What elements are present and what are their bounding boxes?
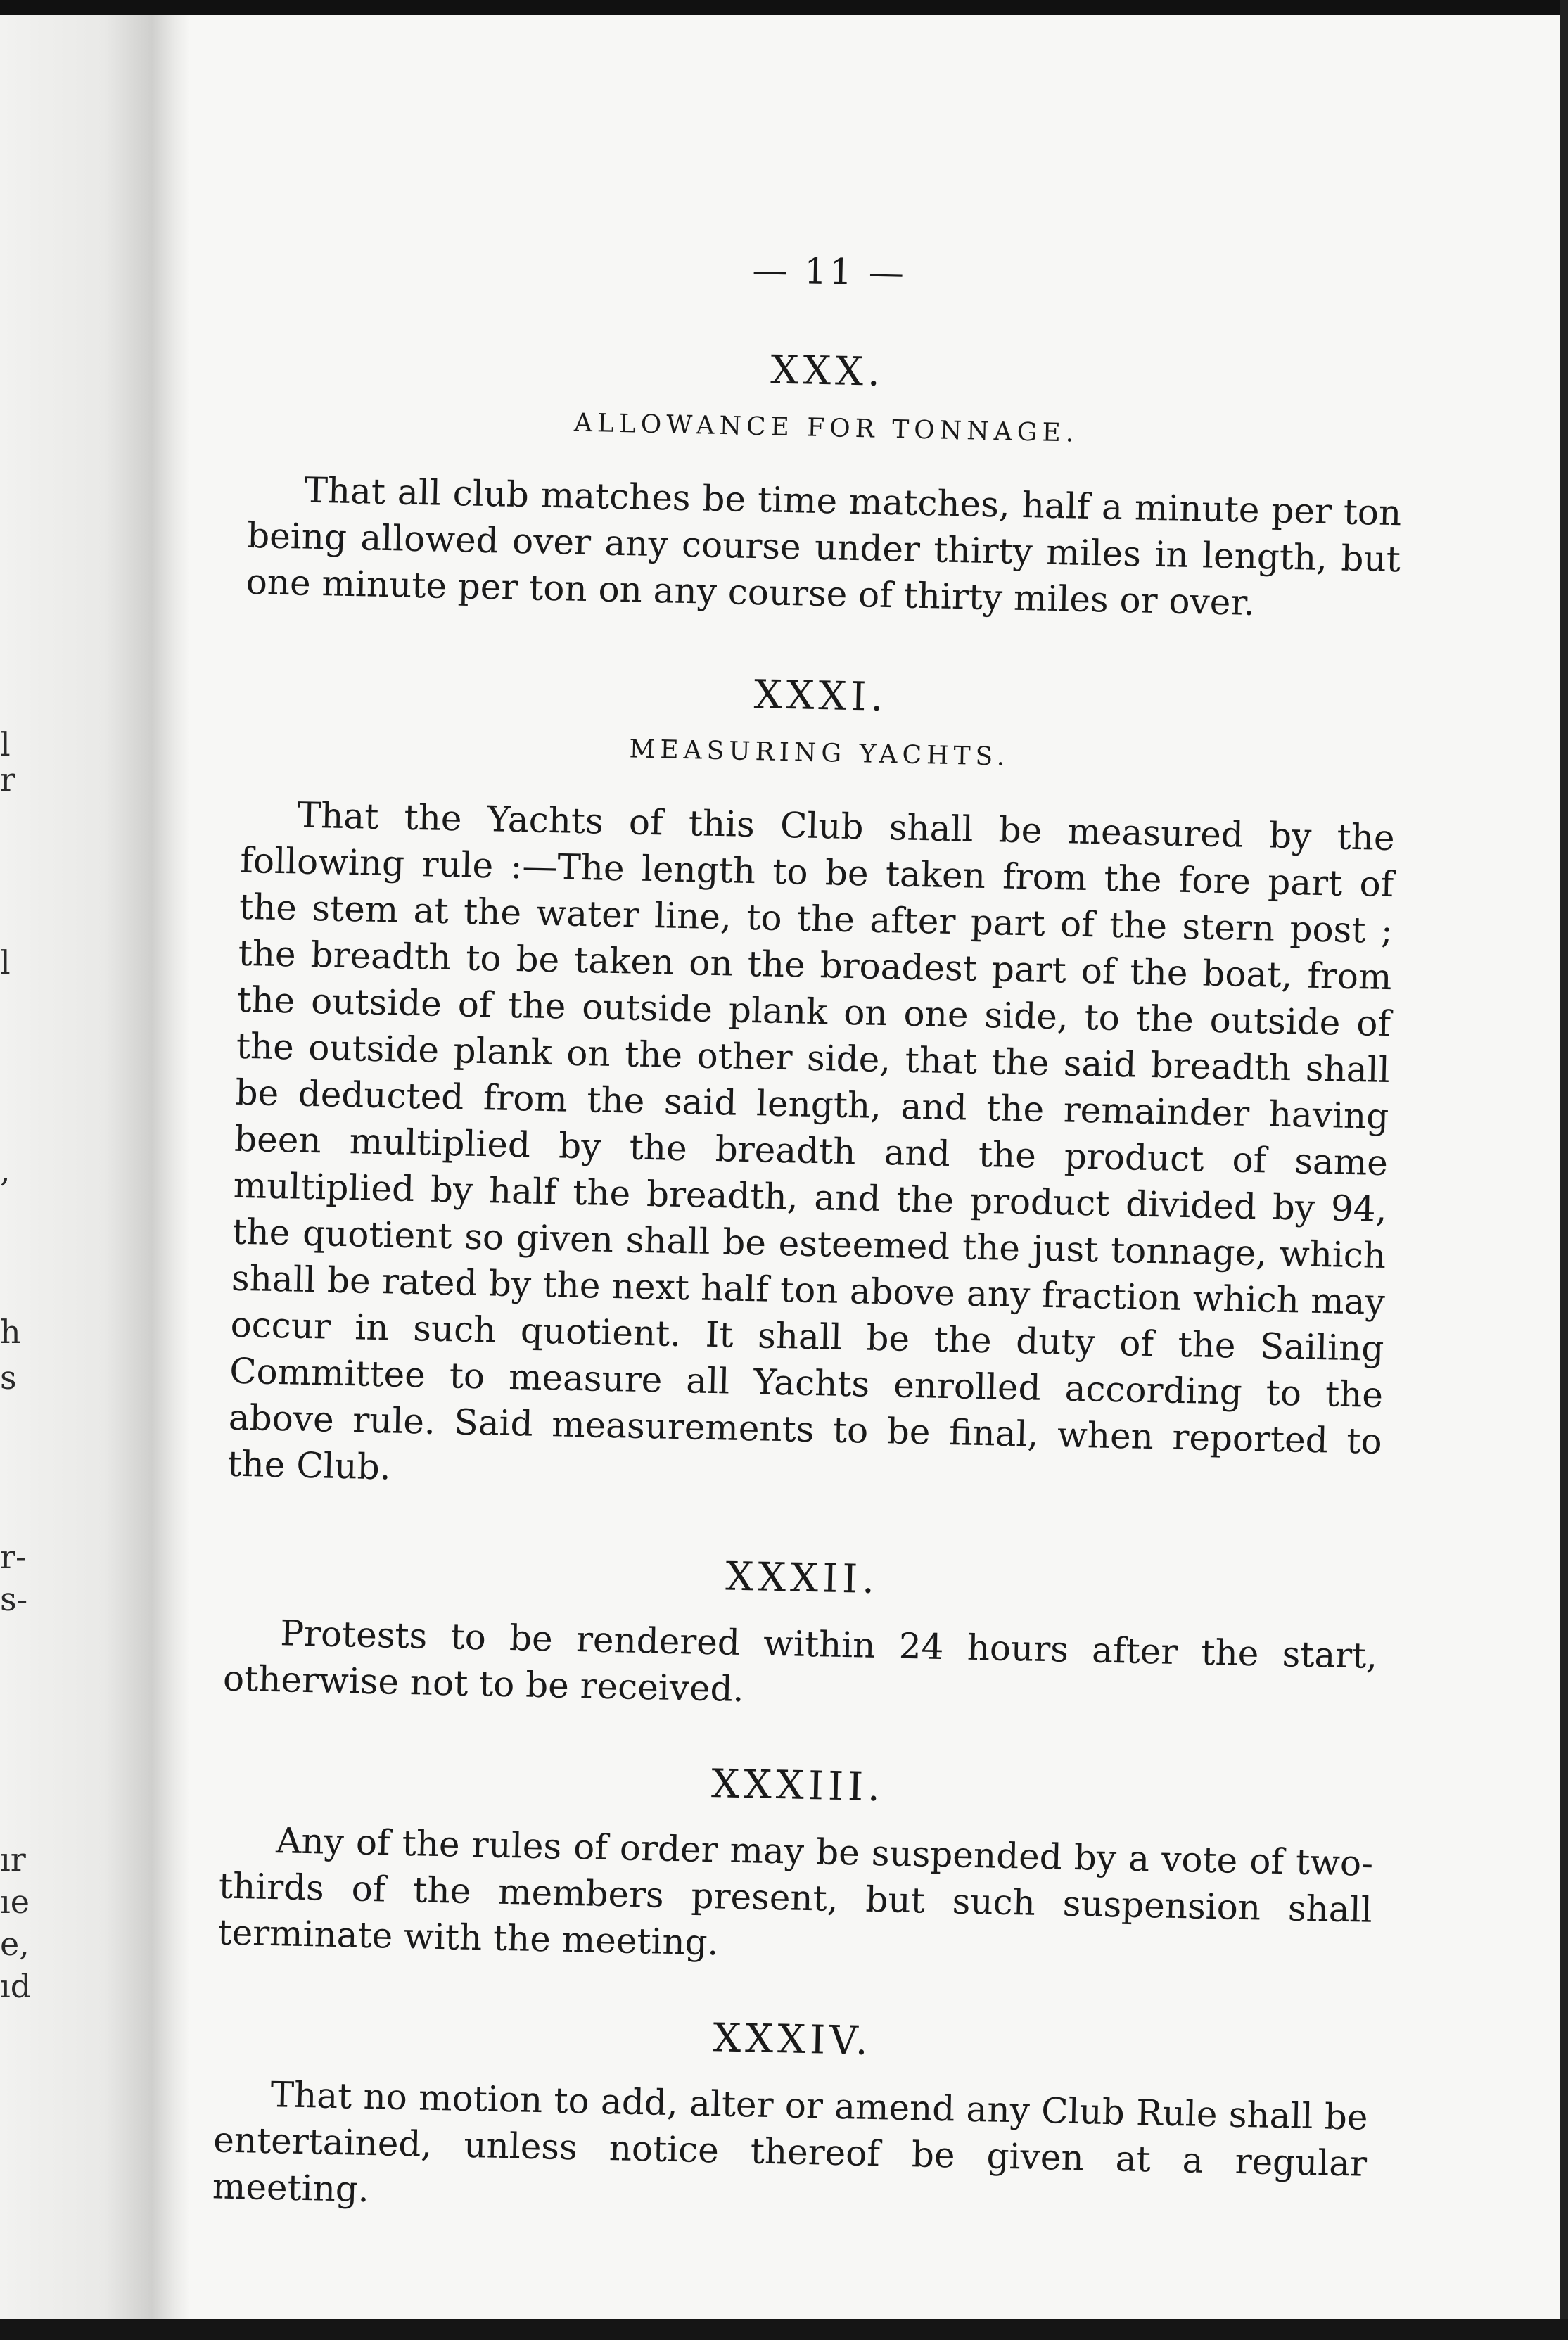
- scan-border-right: [1560, 0, 1568, 2340]
- margin-fragment: ıe: [0, 1883, 30, 1921]
- section-xxx: [246, 336, 1405, 629]
- margin-fragment: s-: [0, 1580, 28, 1618]
- section-xxxiv: [212, 2004, 1370, 2233]
- page-number: — 11 —: [751, 249, 907, 294]
- section-numeral: XXXI.: [753, 672, 888, 721]
- section-heading: ALLOWANCE FOR TONNAGE.: [573, 408, 1079, 448]
- section-numeral: XXXII.: [725, 1553, 879, 1603]
- page-text: [211, 239, 1407, 2290]
- section-paragraph: Protests to be rendered within 24 hours after the start, otherwise not to be received.: [222, 1613, 1378, 1710]
- margin-fragment: ıd: [0, 1967, 32, 2005]
- section-paragraph: That all club matches be time matches, half a minute per ton being allowed over any course under thirty miles in length, but one minute per ton on any course of thirty miles or over.: [246, 469, 1402, 623]
- margin-fragment: h: [0, 1313, 21, 1351]
- section-xxxiii: [217, 1751, 1375, 1980]
- scan-border-bottom: [0, 2319, 1568, 2340]
- margin-fragment: l: [0, 943, 11, 981]
- margin-fragment: ,: [0, 1151, 11, 1189]
- margin-fragment: s: [0, 1359, 17, 1397]
- section-paragraph: That no motion to add, alter or amend any Club Rule shall be entertained, unless notice thereof be given at a regular meeting.: [212, 2074, 1369, 2211]
- section-xxxi: [227, 661, 1398, 1511]
- margin-fragment: l: [0, 725, 11, 763]
- section-numeral: XXXIV.: [712, 2015, 873, 2064]
- margin-fragment: ır: [0, 1840, 26, 1878]
- section-paragraph: Any of the rules of order may be suspended by a vote of two-thirds of the members present, but such suspension shall terminate with the meeting.: [217, 1820, 1374, 1964]
- section-numeral: XXXIII.: [710, 1761, 885, 1811]
- section-heading: MEASURING YACHTS.: [629, 735, 1010, 772]
- section-numeral: XXX.: [770, 347, 885, 395]
- margin-fragment: r-: [0, 1538, 27, 1576]
- section-xxxii: [222, 1544, 1379, 1726]
- scan-border-top: [0, 0, 1568, 15]
- margin-fragment: e,: [0, 1925, 30, 1963]
- previous-page-edge: [0, 0, 42, 2340]
- margin-fragment: r: [0, 761, 15, 799]
- section-paragraph: That the Yachts of this Club shall be measured by the following rule :—The length to be taken from the fore part of the stem at the water line, to the after part of the stern post ; the breadth to be taken on the broadest part of the boat, from the outside of the outside plank on one side, to the outside of the outside plank on the other side, that the said breadth shall be deducted from the said length, and the remainder having been multiplied by the breadth and the product of same multiplied by half the breadth, and the product divided by 94, the quotient so given shall be esteemed the just tonnage, which shall be rated by the next half ton above any fraction which may occur in such quotient. It shall be the duty of the Sailing Committee to measure all Yachts enrolled according to the above rule. Said measurements to be final, when reported to the Club.: [227, 794, 1396, 1488]
